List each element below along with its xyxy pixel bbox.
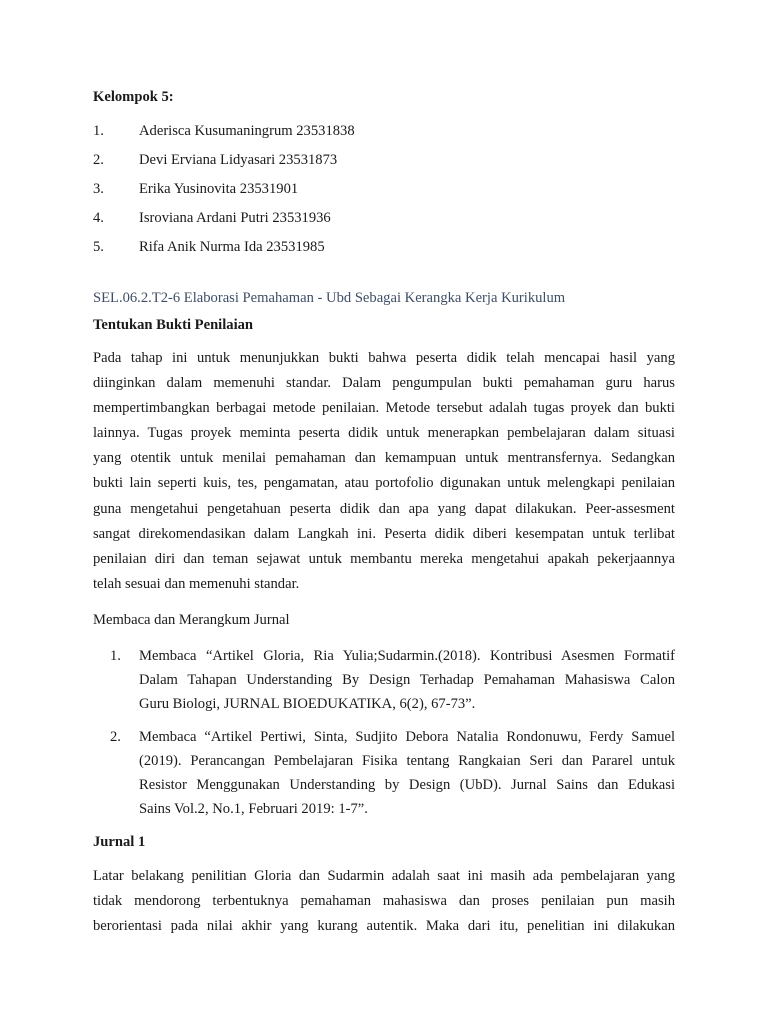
paragraph-bukti-penilaian bbox=[93, 349, 675, 600]
list-item bbox=[93, 151, 355, 180]
paragraph-line: lainnya. Tugas proyek meminta peserta didik untuk menerapkan pembelajaran dalam situasi bbox=[93, 425, 675, 442]
member-name: Erika Yusinovita 23531901 bbox=[139, 181, 299, 197]
journal-number: 1. bbox=[110, 648, 121, 664]
list-item bbox=[93, 180, 355, 209]
journal-line: Sains Vol.2, No.1, Februari 2019: 1-7”. bbox=[139, 801, 368, 817]
paragraph-line: guna mengetahui pengetahuan peserta didik dan apa yang dapat dilakukan. Peer-assesment bbox=[93, 500, 675, 517]
paragraph-line: Latar belakang penilitian Gloria dan Sudarmin adalah saat ini masih ada pembelajaran yang bbox=[93, 868, 675, 884]
paragraph-line: penilaian diri dan teman sejawat untuk membantu mereka mengetahui apakah pekerjaannya bbox=[93, 550, 675, 567]
member-name: Rifa Anik Nurma Ida 23531985 bbox=[139, 239, 325, 255]
member-list bbox=[93, 122, 355, 267]
journal-line: Resistor Menggunakan Understanding by Design (UbD). Jurnal Sains dan Edukasi bbox=[139, 777, 675, 793]
member-name: Isroviana Ardani Putri 23531936 bbox=[139, 210, 331, 226]
journal-number: 2. bbox=[110, 729, 121, 745]
paragraph-jurnal-1 bbox=[93, 867, 675, 942]
member-number: 5. bbox=[93, 239, 104, 255]
paragraph-line: Pada tahap ini untuk menunjukkan bukti bahwa peserta didik telah mencapai hasil yang bbox=[93, 350, 675, 366]
paragraph-line: sangat direkomendasikan dalam Langkah ini. Peserta didik diberi kesempatan untuk terlibat bbox=[93, 525, 675, 542]
list-item bbox=[93, 209, 355, 238]
list-item bbox=[110, 647, 675, 719]
assignment-subtitle: SEL.06.2.T2-6 Elaborasi Pemahaman - Ubd Sebagai Kerangka Kerja Kurikulum bbox=[93, 290, 566, 306]
journal-line: Guru Biologi, JURNAL BIOEDUKATIKA, 6(2), 67-73”. bbox=[139, 696, 476, 712]
journal-list bbox=[110, 647, 675, 824]
journal-text bbox=[139, 647, 675, 719]
list-item bbox=[110, 728, 675, 824]
paragraph-line: bukti lain seperti kuis, tes, pengamatan, atau portofolio digunakan untuk melengkapi penilaian bbox=[93, 475, 675, 492]
paragraph-line: tidak mendorong terbentuknya pemahaman mahasiswa dan proses penilaian pun masih bbox=[93, 893, 675, 910]
journal-line: (2019). Perancangan Pembelajaran Fisika tentang Rangkaian Seri dan Pararel untuk bbox=[139, 753, 675, 769]
member-name: Aderisca Kusumaningrum 23531838 bbox=[139, 123, 355, 139]
paragraph-line: mempertimbangkan berbagai metode penilaian. Metode tersebut adalah tugas proyek dan bukti bbox=[93, 400, 675, 417]
list-item bbox=[93, 122, 355, 151]
member-name: Devi Erviana Lidyasari 23531873 bbox=[139, 152, 338, 168]
member-number: 1. bbox=[93, 123, 104, 139]
paragraph-line: diinginkan dalam memenuhi standar. Dalam pengumpulan bukti pemahaman guru harus bbox=[93, 375, 675, 392]
section-heading-bukti: Tentukan Bukti Penilaian bbox=[93, 317, 254, 333]
journal-text bbox=[139, 728, 675, 824]
section-heading-jurnal-1: Jurnal 1 bbox=[93, 834, 146, 850]
paragraph-line: berorientasi pada nilai akhir yang kurang autentik. Maka dari itu, penelitian ini dilakukan bbox=[93, 918, 675, 935]
journal-line: Membaca “Artikel Gloria, Ria Yulia;Sudarmin.(2018). Kontribusi Asesmen Formatif bbox=[139, 648, 675, 664]
list-item bbox=[93, 238, 355, 267]
section-heading-jurnal: Membaca dan Merangkum Jurnal bbox=[93, 612, 290, 628]
member-number: 2. bbox=[93, 152, 104, 168]
member-number: 4. bbox=[93, 210, 104, 226]
journal-line: Dalam Tahapan Understanding By Design Terhadap Pemahaman Mahasiswa Calon bbox=[139, 672, 675, 688]
member-number: 3. bbox=[93, 181, 104, 197]
paragraph-line: telah sesuai dan memenuhi standar. bbox=[93, 575, 300, 592]
journal-line: Membaca “Artikel Pertiwi, Sinta, Sudjito Debora Natalia Rondonuwu, Ferdy Samuel bbox=[139, 729, 675, 745]
group-title: Kelompok 5: bbox=[93, 89, 174, 105]
paragraph-line: yang otentik untuk menilai pemahaman dan kemampuan untuk mentransfernya. Sedangkan bbox=[93, 450, 675, 467]
